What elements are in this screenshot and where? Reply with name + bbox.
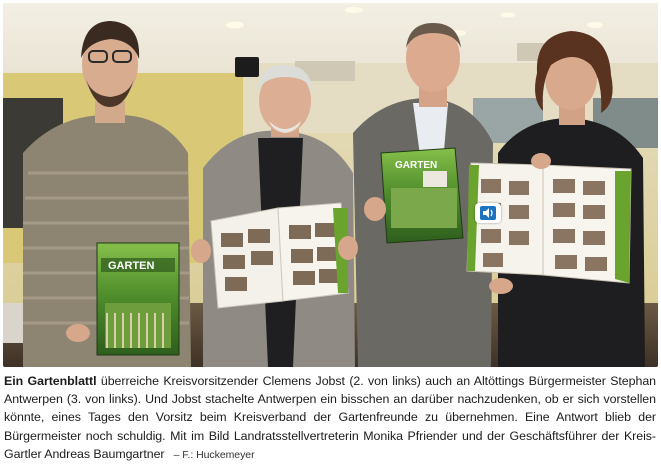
caption-lead: Ein Gartenblattl — [4, 374, 97, 388]
speaker-icon — [480, 206, 496, 220]
photo-caption — [4, 372, 656, 464]
magazine-left — [97, 243, 179, 355]
photo-credit: – F.: Huckemeyer — [167, 448, 255, 461]
photo-illustration — [3, 3, 658, 367]
magazine-open-2 — [467, 163, 631, 283]
magazine-title: GARTEN — [108, 260, 155, 272]
audio-play-button[interactable] — [475, 203, 501, 223]
news-photo — [3, 3, 658, 367]
magazine-open-1 — [211, 203, 348, 308]
caption-body: überreiche Kreisvorsitzender Clemens Jobst (2. von links) auch an Altöttings Bürgermeister Stephan Antwerpen (3. von links). Und Jobst stachelte Antwerpen ein bisschen an darüber nachzudenken, ob er sich vorstellen könnte, eines Tages den Vorsitz beim Kreisverband der Gartenfreunde zu übernehmen. Eine Antwort blieb der Bürgermeister noch schuldig. Mit im Bild Landratsstellvertreterin Monika Pfriender und der Geschäftsführer der Kreis-Gartler Andreas Baumgartner — [4, 374, 657, 461]
svg-text:GARTEN: GARTEN — [395, 160, 438, 171]
magazine-center — [381, 148, 463, 243]
